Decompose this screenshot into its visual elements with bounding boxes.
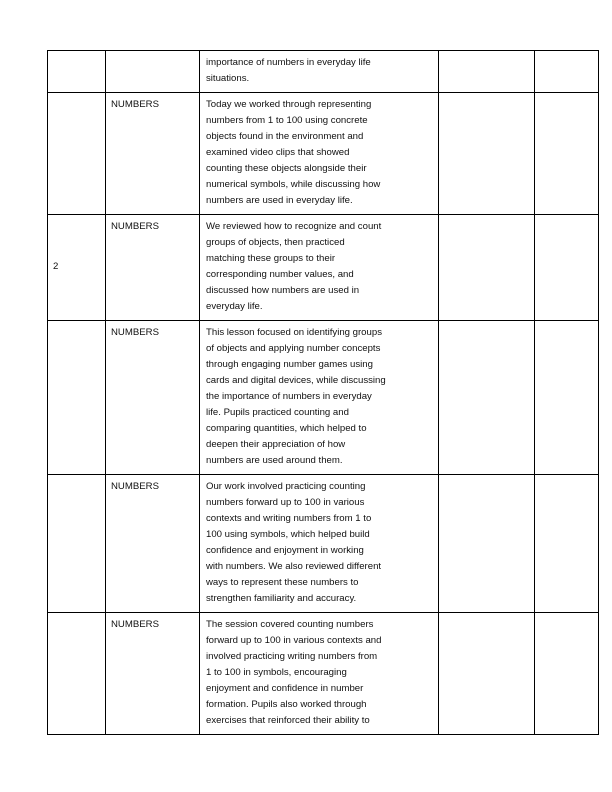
- description-line: groups of objects, then practiced: [206, 237, 345, 248]
- week-cell: 2: [48, 215, 106, 321]
- description-line: objects found in the environment and: [206, 131, 364, 142]
- description-line: importance of numbers in everyday life: [206, 57, 371, 68]
- table-row: [48, 51, 599, 93]
- description-line: cards and digital devices, while discussing: [206, 375, 386, 386]
- empty-cell: [535, 321, 599, 475]
- description-line: counting these objects alongside their: [206, 163, 367, 174]
- description-line: corresponding number values, and: [206, 269, 354, 280]
- strand-cell: [106, 51, 200, 93]
- table-row: [48, 215, 599, 321]
- strand-cell: NUMBERS: [106, 321, 200, 475]
- description-line: discussed how numbers are used in: [206, 285, 360, 296]
- description-line: the importance of numbers in everyday: [206, 391, 372, 402]
- description-cell: [200, 321, 439, 475]
- lesson-record-table: [47, 50, 599, 735]
- description-line: strengthen familiarity and accuracy.: [206, 593, 357, 604]
- description-line: forward up to 100 in various contexts and: [206, 635, 382, 646]
- empty-cell: [535, 51, 599, 93]
- week-cell: [48, 93, 106, 215]
- description-cell: [200, 215, 439, 321]
- description-line: numbers forward up to 100 in various: [206, 497, 365, 508]
- table-body: [48, 51, 599, 735]
- table-row: [48, 475, 599, 613]
- description-line: numbers from 1 to 100 using concrete: [206, 115, 368, 126]
- table-row: [48, 613, 599, 735]
- description-line: This lesson focused on identifying groups: [206, 327, 382, 338]
- description-cell: [200, 475, 439, 613]
- description-line: contexts and writing numbers from 1 to: [206, 513, 372, 524]
- description-line: formation. Pupils also worked through: [206, 699, 367, 710]
- description-line: 1 to 100 in symbols, encouraging: [206, 667, 347, 678]
- description-line: through engaging number games using: [206, 359, 373, 370]
- description-cell: [200, 613, 439, 735]
- description-line: ways to represent these numbers to: [206, 577, 359, 588]
- description-line: Our work involved practicing counting: [206, 481, 366, 492]
- empty-cell: [439, 215, 535, 321]
- table-row: [48, 321, 599, 475]
- strand-cell: NUMBERS: [106, 475, 200, 613]
- week-cell: [48, 613, 106, 735]
- description-line: numbers are used in everyday life.: [206, 195, 353, 206]
- description-line: examined video clips that showed: [206, 147, 350, 158]
- week-cell: [48, 51, 106, 93]
- week-cell: [48, 321, 106, 475]
- description-cell: [200, 93, 439, 215]
- description-line: enjoyment and confidence in number: [206, 683, 364, 694]
- description-line: 100 using symbols, which helped build: [206, 529, 370, 540]
- empty-cell: [535, 613, 599, 735]
- empty-cell: [439, 475, 535, 613]
- strand-cell: NUMBERS: [106, 613, 200, 735]
- description-line: exercises that reinforced their ability to: [206, 715, 370, 726]
- empty-cell: [439, 613, 535, 735]
- table-row: [48, 93, 599, 215]
- strand-cell: NUMBERS: [106, 93, 200, 215]
- description-line: We reviewed how to recognize and count: [206, 221, 382, 232]
- strand-cell: NUMBERS: [106, 215, 200, 321]
- description-line: numbers are used around them.: [206, 455, 343, 466]
- description-line: of objects and applying number concepts: [206, 343, 381, 354]
- empty-cell: [439, 321, 535, 475]
- description-line: with numbers. We also reviewed different: [206, 561, 382, 572]
- description-line: comparing quantities, which helped to: [206, 423, 367, 434]
- empty-cell: [439, 51, 535, 93]
- description-line: everyday life.: [206, 301, 263, 312]
- description-line: life. Pupils practiced counting and: [206, 407, 349, 418]
- description-line: situations.: [206, 73, 250, 84]
- description-line: numerical symbols, while discussing how: [206, 179, 381, 190]
- empty-cell: [535, 475, 599, 613]
- empty-cell: [535, 93, 599, 215]
- description-line: matching these groups to their: [206, 253, 336, 264]
- description-line: involved practicing writing numbers from: [206, 651, 378, 662]
- description-line: The session covered counting numbers: [206, 619, 374, 630]
- description-cell: [200, 51, 439, 93]
- description-line: Today we worked through representing: [206, 99, 372, 110]
- description-line: deepen their appreciation of how: [206, 439, 346, 450]
- week-cell: [48, 475, 106, 613]
- description-line: confidence and enjoyment in working: [206, 545, 364, 556]
- empty-cell: [439, 93, 535, 215]
- empty-cell: [535, 215, 599, 321]
